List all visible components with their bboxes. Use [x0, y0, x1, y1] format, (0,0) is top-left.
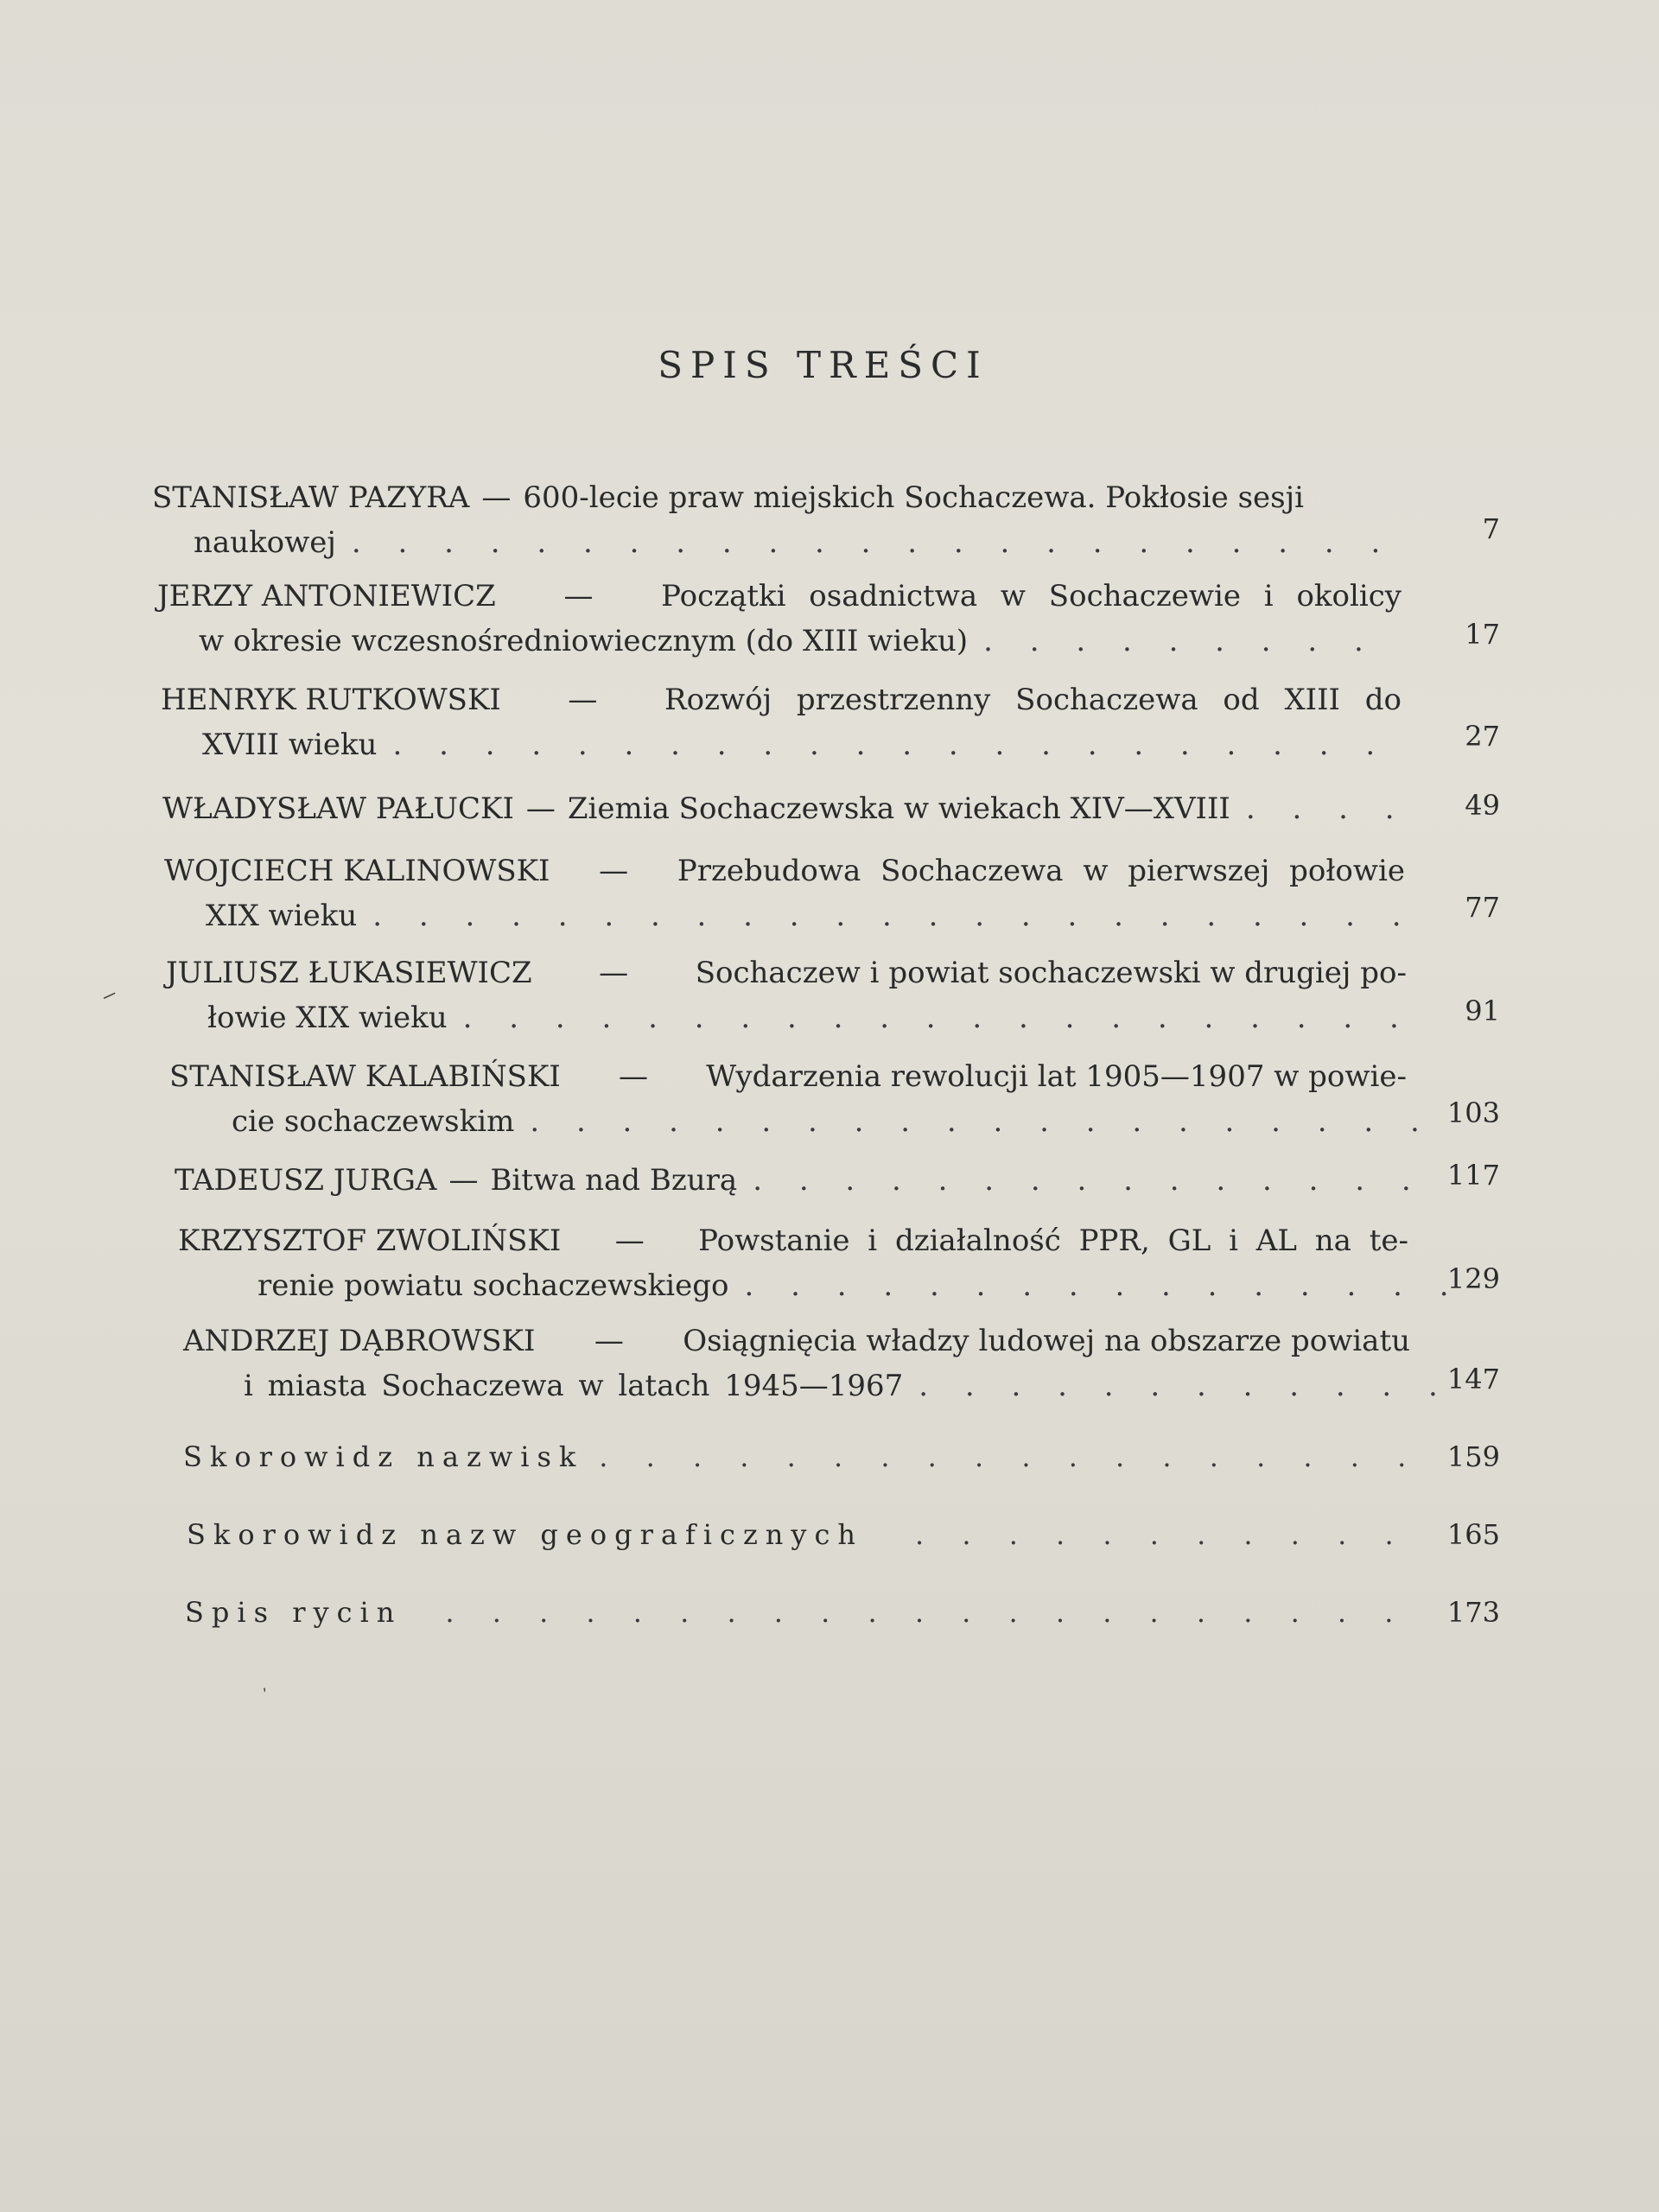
- toc-title-line1: Początki osadnictwa w Sochaczewie i okolicy: [661, 579, 1402, 613]
- toc-title-line2: łowie XIX wieku: [207, 1001, 448, 1035]
- toc-title-line1: Sochaczew i powiat sochaczewski w drugiej po-: [695, 956, 1407, 990]
- leader-dots: [1246, 786, 1407, 831]
- index-entry: [183, 1434, 1500, 1479]
- index-entry: [187, 1512, 1500, 1557]
- index-page-number: 165: [1446, 1518, 1500, 1551]
- toc-author: STANISŁAW PAZYRA: [152, 480, 470, 515]
- toc-dash: —: [594, 1324, 624, 1358]
- toc-entry: [175, 1158, 1500, 1203]
- toc-title-line2: cie sochaczewskim: [232, 1104, 515, 1139]
- toc-entry: [152, 475, 1500, 565]
- toc-title-line1: Powstanie i działalność PPR, GL i AL na te-: [698, 1224, 1408, 1258]
- toc-entry-line2: [164, 893, 1407, 938]
- toc-entry-line: [157, 574, 1402, 619]
- toc-title-line2: i miasta Sochaczewa w latach 1945—1967: [244, 1369, 904, 1403]
- leader-dots: [745, 1263, 1488, 1308]
- toc-page-number: 27: [1465, 720, 1500, 753]
- toc-page-number: 117: [1446, 1159, 1500, 1192]
- toc-author: TADEUSZ JURGA: [175, 1163, 437, 1198]
- toc-dash: —: [619, 1059, 649, 1094]
- toc-author: WOJCIECH KALINOWSKI: [164, 854, 550, 888]
- print-mark: ⸝: [99, 974, 123, 1007]
- toc-dash: —: [568, 683, 598, 717]
- toc-entry: [178, 1218, 1500, 1308]
- leader-dots: [352, 520, 1405, 565]
- toc-title-line1: Bitwa nad Bzurą: [490, 1163, 738, 1198]
- toc-title-line1: Osiągnięcia władzy ludowej na obszarze powiatu: [683, 1324, 1410, 1358]
- leader-dots: [445, 1590, 1405, 1635]
- leader-dots: [372, 893, 1407, 938]
- toc-dash: —: [525, 791, 556, 826]
- toc-dash: —: [599, 956, 629, 990]
- toc-entry-line: [161, 677, 1402, 722]
- toc-page-number: 129: [1446, 1262, 1500, 1295]
- toc-entry-line: [166, 950, 1407, 995]
- leader-dots: [983, 619, 1402, 664]
- toc-author: JERZY ANTONIEWICZ: [157, 579, 496, 613]
- index-label: Spis rycin: [185, 1596, 403, 1629]
- toc-author: KRZYSZTOF ZWOLIŃSKI: [178, 1224, 562, 1258]
- toc-entry: [157, 574, 1500, 664]
- toc-entry: [166, 950, 1500, 1040]
- toc-page-number: 147: [1446, 1363, 1500, 1395]
- toc-entry: [164, 849, 1500, 938]
- toc-entry-line2: [166, 995, 1407, 1040]
- index-page-number: 159: [1446, 1440, 1500, 1473]
- toc-title-line2: XVIII wieku: [202, 728, 378, 762]
- toc-dash: —: [448, 1163, 479, 1198]
- index-label: Skorowidz nazw geograficznych: [187, 1518, 864, 1551]
- toc-entry-line: [164, 849, 1405, 893]
- leader-dots: [753, 1158, 1410, 1203]
- toc-title-line1: 600-lecie praw miejskich Sochaczewa. Pokłosie sesji: [523, 480, 1304, 515]
- toc-title-line1: Przebudowa Sochaczewa w pierwszej połowie: [677, 854, 1405, 888]
- toc-page-number: 7: [1482, 512, 1500, 545]
- toc-author: ANDRZEJ DĄBROWSKI: [183, 1324, 536, 1358]
- toc-page-number: 103: [1446, 1096, 1500, 1129]
- toc-entry-line: [162, 786, 1407, 831]
- toc-title-line2: XIX wieku: [206, 899, 358, 933]
- toc-title-line2: naukowej: [194, 525, 336, 560]
- leader-dots: [915, 1512, 1405, 1557]
- toc-title-line2: w okresie wczesnośredniowiecznym (do XIII wieku): [199, 624, 969, 658]
- toc-entry: [169, 1054, 1500, 1144]
- toc-page-number: 91: [1465, 995, 1500, 1027]
- toc-entry-line2: [161, 722, 1403, 767]
- toc-author: STANISŁAW KALABIŃSKI: [169, 1059, 561, 1094]
- print-mark: ’: [260, 1684, 274, 1704]
- toc-entry: [183, 1319, 1500, 1408]
- toc-entry-line2: [157, 619, 1402, 664]
- toc-title-line1: Ziemia Sochaczewska w wiekach XIV—XVIII: [567, 791, 1230, 826]
- toc-author: WŁADYSŁAW PAŁUCKI: [162, 791, 514, 826]
- leader-dots: [918, 1363, 1471, 1408]
- toc-title-line2: renie powiatu sochaczewskiego: [257, 1268, 729, 1303]
- toc-entry-line2: [152, 520, 1405, 565]
- leader-dots: [599, 1434, 1405, 1479]
- toc-page-number: 49: [1465, 789, 1500, 822]
- toc-entry: [162, 786, 1500, 831]
- index-page-number: 173: [1446, 1596, 1500, 1629]
- toc-dash: —: [599, 854, 629, 888]
- toc-dash: —: [563, 579, 594, 613]
- leader-dots: [392, 722, 1403, 767]
- toc-entry-line: [169, 1054, 1407, 1099]
- leader-dots: [530, 1099, 1427, 1144]
- toc-entry-line2: [183, 1363, 1471, 1408]
- toc-author: JULIUSZ ŁUKASIEWICZ: [166, 956, 532, 990]
- leader-dots: [463, 995, 1407, 1040]
- index-label: Skorowidz nazwisk: [183, 1440, 584, 1473]
- toc-title-line1: Wydarzenia rewolucji lat 1905—1907 w powie-: [706, 1059, 1407, 1094]
- toc-entry-line2: [178, 1263, 1488, 1308]
- toc-dash: —: [614, 1224, 645, 1258]
- toc-entry-line: [175, 1158, 1410, 1203]
- toc-page-number: 77: [1465, 891, 1500, 924]
- index-entry: [185, 1590, 1500, 1635]
- page-title: SPIS TREŚCI: [658, 344, 988, 386]
- toc-entry-line: [178, 1218, 1408, 1263]
- toc-entry: [161, 677, 1500, 767]
- toc-entry-line: [183, 1319, 1410, 1363]
- toc-entry-line: [152, 475, 1405, 520]
- toc-entry-line2: [169, 1099, 1427, 1144]
- toc-title-line1: Rozwój przestrzenny Sochaczewa od XIII do: [664, 683, 1402, 717]
- toc-dash: —: [481, 480, 512, 515]
- toc-page-number: 17: [1465, 618, 1500, 651]
- toc-author: HENRYK RUTKOWSKI: [161, 683, 501, 717]
